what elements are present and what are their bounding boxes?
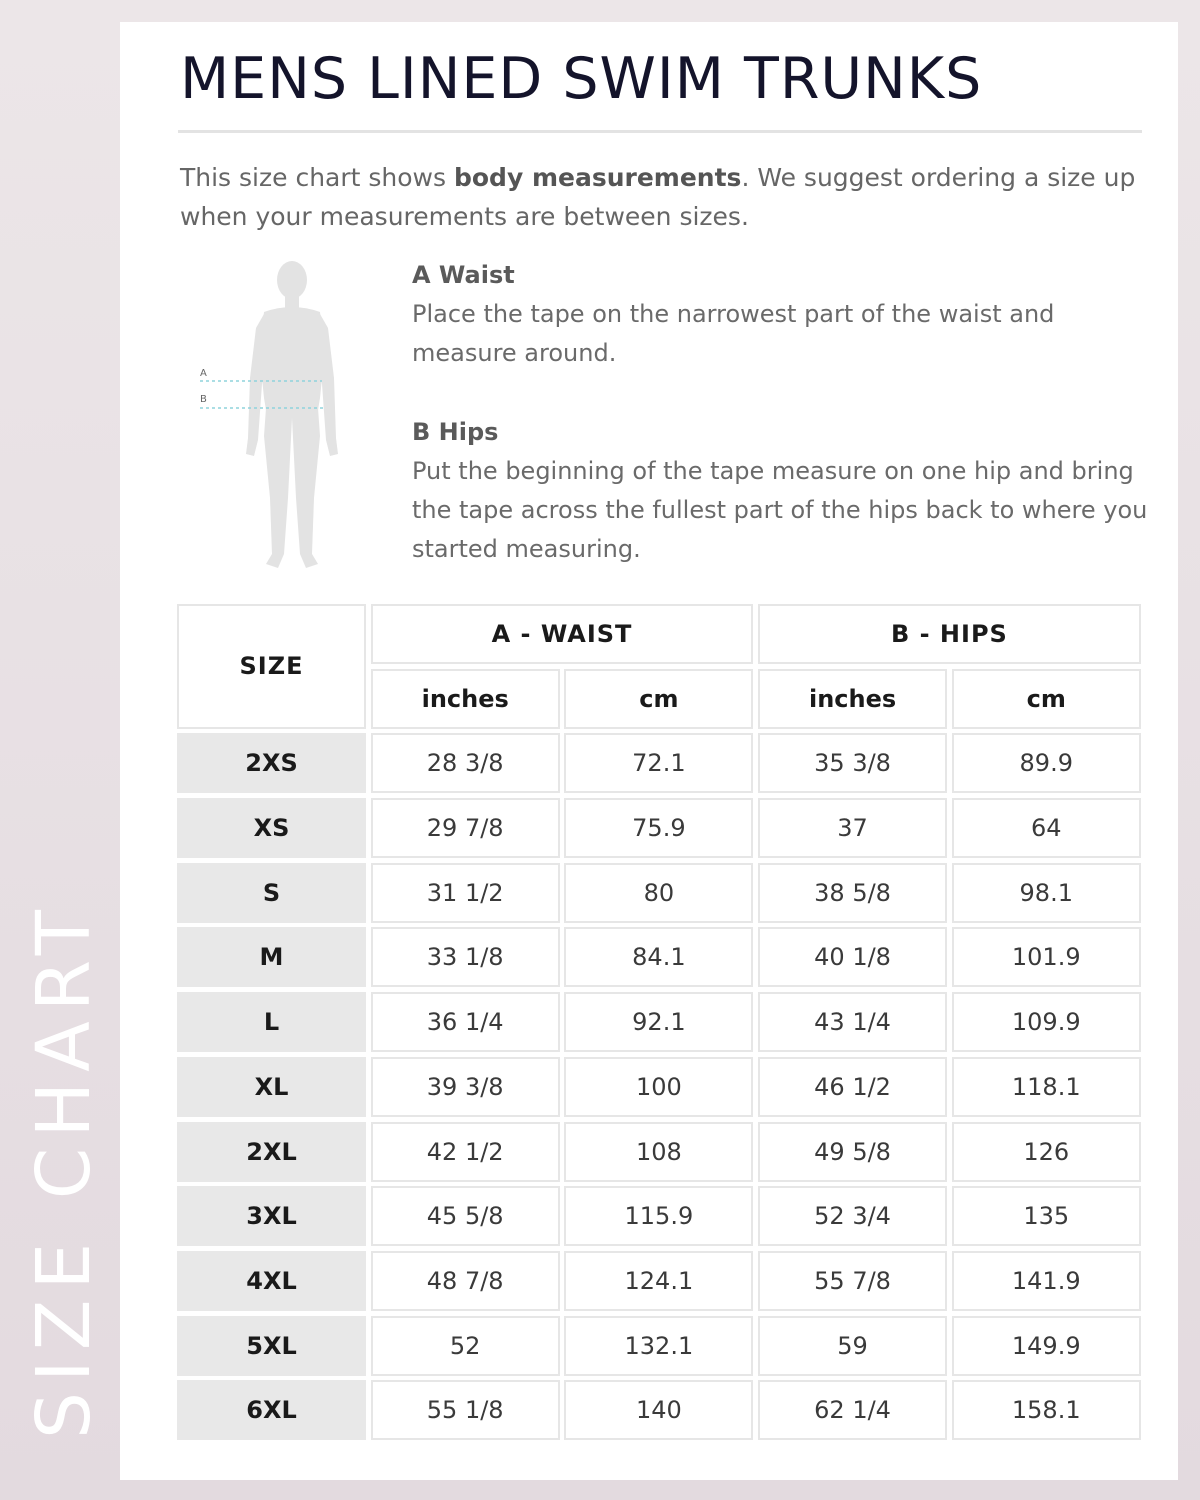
body-silhouette xyxy=(246,261,338,568)
waist-inches-cell: 48 7/8 xyxy=(371,1251,560,1311)
waist-inches-header: inches xyxy=(371,669,560,729)
waist-cm-cell: 75.9 xyxy=(564,798,753,858)
hips-inches-cell: 37 xyxy=(758,798,947,858)
hips-cm-cell: 64 xyxy=(952,798,1141,858)
size-cell: XL xyxy=(177,1057,366,1117)
size-table xyxy=(177,604,1141,1440)
waist-heading: A Waist xyxy=(412,261,515,289)
hips-text: Put the beginning of the tape measure on one hip and bring the tape across the fullest part of the hips back to where you started measuring. xyxy=(412,457,1148,563)
waist-cm-header: cm xyxy=(564,669,753,729)
waist-cm-cell: 132.1 xyxy=(564,1316,753,1376)
hips-instructions xyxy=(412,413,1152,569)
size-cell: 6XL xyxy=(177,1380,366,1440)
size-cell: 4XL xyxy=(177,1251,366,1311)
side-label-text: SIZE CHART xyxy=(21,900,107,1439)
waist-cm-cell: 92.1 xyxy=(564,992,753,1052)
hips-inches-header: inches xyxy=(758,669,947,729)
size-cell: 2XL xyxy=(177,1122,366,1182)
waist-cm-cell: 84.1 xyxy=(564,927,753,987)
waist-instructions xyxy=(412,256,1152,373)
page-title: MENS LINED SWIM TRUNKS xyxy=(180,46,983,112)
hips-group-header: B - HIPS xyxy=(758,604,1141,664)
hips-heading: B Hips xyxy=(412,418,499,446)
waist-cm-cell: 140 xyxy=(564,1380,753,1440)
waist-inches-cell: 29 7/8 xyxy=(371,798,560,858)
title-divider xyxy=(178,130,1142,133)
waist-inches-cell: 55 1/8 xyxy=(371,1380,560,1440)
hips-inches-cell: 49 5/8 xyxy=(758,1122,947,1182)
hips-cm-cell: 89.9 xyxy=(952,733,1141,793)
hips-cm-cell: 109.9 xyxy=(952,992,1141,1052)
size-cell: S xyxy=(177,863,366,923)
intro-after: . We suggest ordering a size up when your measurements are between sizes. xyxy=(180,163,1136,231)
waist-cm-cell: 124.1 xyxy=(564,1251,753,1311)
figure-label-a: A xyxy=(200,368,207,379)
size-column-header: SIZE xyxy=(177,604,366,729)
size-cell: 2XS xyxy=(177,733,366,793)
waist-inches-cell: 31 1/2 xyxy=(371,863,560,923)
waist-inches-cell: 42 1/2 xyxy=(371,1122,560,1182)
size-cell: M xyxy=(177,927,366,987)
size-cell: 5XL xyxy=(177,1316,366,1376)
hips-inches-cell: 52 3/4 xyxy=(758,1186,947,1246)
intro-before: This size chart shows xyxy=(180,163,454,192)
waist-cm-cell: 100 xyxy=(564,1057,753,1117)
hips-cm-cell: 98.1 xyxy=(952,863,1141,923)
hips-cm-cell: 149.9 xyxy=(952,1316,1141,1376)
size-cell: L xyxy=(177,992,366,1052)
hips-cm-cell: 118.1 xyxy=(952,1057,1141,1117)
hips-inches-cell: 62 1/4 xyxy=(758,1380,947,1440)
hips-inches-cell: 59 xyxy=(758,1316,947,1376)
hips-inches-cell: 38 5/8 xyxy=(758,863,947,923)
waist-inches-cell: 39 3/8 xyxy=(371,1057,560,1117)
waist-group-header: A - WAIST xyxy=(371,604,754,664)
waist-text: Place the tape on the narrowest part of the waist and measure around. xyxy=(412,300,1055,367)
hips-inches-cell: 35 3/8 xyxy=(758,733,947,793)
hips-cm-cell: 101.9 xyxy=(952,927,1141,987)
size-cell: XS xyxy=(177,798,366,858)
waist-inches-cell: 28 3/8 xyxy=(371,733,560,793)
size-chart-card xyxy=(120,22,1178,1480)
hips-inches-cell: 46 1/2 xyxy=(758,1057,947,1117)
side-label xyxy=(14,900,110,1472)
waist-cm-cell: 108 xyxy=(564,1122,753,1182)
waist-cm-cell: 115.9 xyxy=(564,1186,753,1246)
intro-bold: body measurements xyxy=(453,163,742,192)
hips-inches-cell: 55 7/8 xyxy=(758,1251,947,1311)
hips-inches-cell: 40 1/8 xyxy=(758,927,947,987)
hips-cm-cell: 126 xyxy=(952,1122,1141,1182)
body-figure-illustration xyxy=(192,258,352,574)
waist-inches-cell: 52 xyxy=(371,1316,560,1376)
hips-cm-header: cm xyxy=(952,669,1141,729)
waist-inches-cell: 36 1/4 xyxy=(371,992,560,1052)
hips-cm-cell: 135 xyxy=(952,1186,1141,1246)
waist-inches-cell: 33 1/8 xyxy=(371,927,560,987)
size-cell: 3XL xyxy=(177,1186,366,1246)
intro-text xyxy=(180,158,1160,236)
hips-cm-cell: 141.9 xyxy=(952,1251,1141,1311)
hips-inches-cell: 43 1/4 xyxy=(758,992,947,1052)
hips-cm-cell: 158.1 xyxy=(952,1380,1141,1440)
figure-label-b: B xyxy=(200,394,207,405)
waist-cm-cell: 80 xyxy=(564,863,753,923)
waist-cm-cell: 72.1 xyxy=(564,733,753,793)
waist-inches-cell: 45 5/8 xyxy=(371,1186,560,1246)
